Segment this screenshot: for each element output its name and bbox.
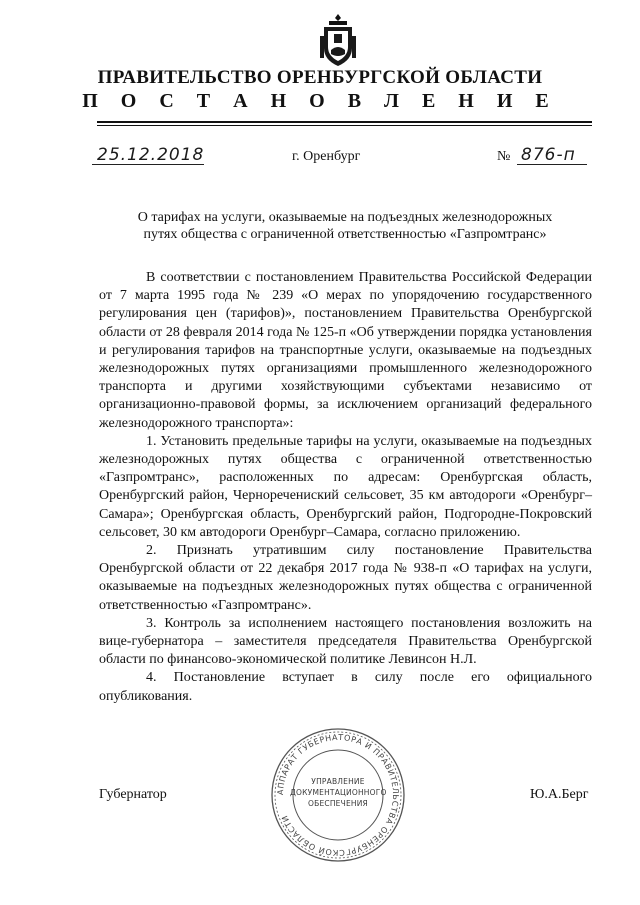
signatory-name: Ю.А.Берг [530, 787, 589, 802]
item-4-paragraph: 4. Постановление вступает в силу после его официального опубликования. [99, 670, 592, 704]
header-rule-thin [97, 125, 592, 126]
coat-of-arms-icon [318, 12, 358, 68]
item-1-paragraph: 1. Установить предельные тарифы на услуги, оказываемые на подъездных железнодорожных путях общества с ограниченной ответственностью «Газпромтранс», расположенных по адресам: Оренбургская область, Оренбургский район, Черноречениский сельсовет, 35 км автодороги «Оренбург–Самара»; Оренбургская область, Оренбургский район, Подгородне-Покровский сельсовет, 30 км автодороги Оренбург–Самара, согласно приложению. [99, 433, 592, 540]
number-sign: № [497, 149, 511, 164]
header-rule-thick [97, 121, 592, 123]
stamp-line-2: ДОКУМЕНТАЦИОННОГО [290, 788, 387, 797]
document-number: 876-п [521, 145, 576, 165]
stamp-center-text [290, 776, 386, 809]
document-city: г. Оренбург [292, 149, 361, 164]
item-3-paragraph: 3. Контроль за исполнением настоящего постановления возложить на вице-губернатора – заместителя председателя Правительства Оренбургской области по финансово-экономической политике Левинсон Н.Л. [99, 615, 592, 668]
subject-line-2: путях общества с ограниченной ответственностью «Газпромтранс» [143, 227, 547, 242]
stamp-ring-text: АППАРАТ ГУБЕРНАТОРА И ПРАВИТЕЛЬСТВА ОРЕНБУРГСКОЙ ОБЛАСТИ [275, 732, 401, 858]
preamble-paragraph: В соответствии с постановлением Правительства Российской Федерации от 7 марта 1995 года № 239 «О мерах по упорядочению государственного регулирования цен (тарифов)», постановлением Правительства Оренбургской области от 28 февраля 2014 года № 125-п «Об утверждении порядка установления и регулирования тарифов на транспортные услуги, оказываемые на подъездных железнодорожных путях организациями промышленного железнодорожного транспорта и другими хозяйствующими субъектами независимо от организационно-правовой формы, за исключением организаций федерального железнодорожного транспорта»: [99, 270, 592, 431]
date-underline [92, 164, 204, 165]
document-date: 25.12.2018 [97, 145, 205, 165]
government-title: ПРАВИТЕЛЬСТВО ОРЕНБУРГСКОЙ ОБЛАСТИ [97, 67, 543, 88]
signatory-role: Губернатор [99, 787, 167, 802]
document-subject [100, 209, 590, 243]
document-type-title: П О С Т А Н О В Л Е Н И Е [82, 90, 558, 112]
subject-line-1: О тарифах на услуги, оказываемые на подъездных железнодорожных [137, 210, 553, 225]
stamp-line-1: УПРАВЛЕНИЕ [311, 777, 365, 786]
item-2-paragraph: 2. Признать утратившим силу постановление Правительства Оренбургской области от 22 декабря 2017 года № 938-п «О тарифах на услуги, оказываемые на подъездных железнодорожных путях общества с ограниченной ответственностью «Газпромтранс». [99, 543, 592, 613]
stamp-line-3: ОБЕСПЕЧЕНИЯ [308, 799, 368, 808]
number-underline [517, 164, 587, 165]
document-body [99, 269, 592, 706]
